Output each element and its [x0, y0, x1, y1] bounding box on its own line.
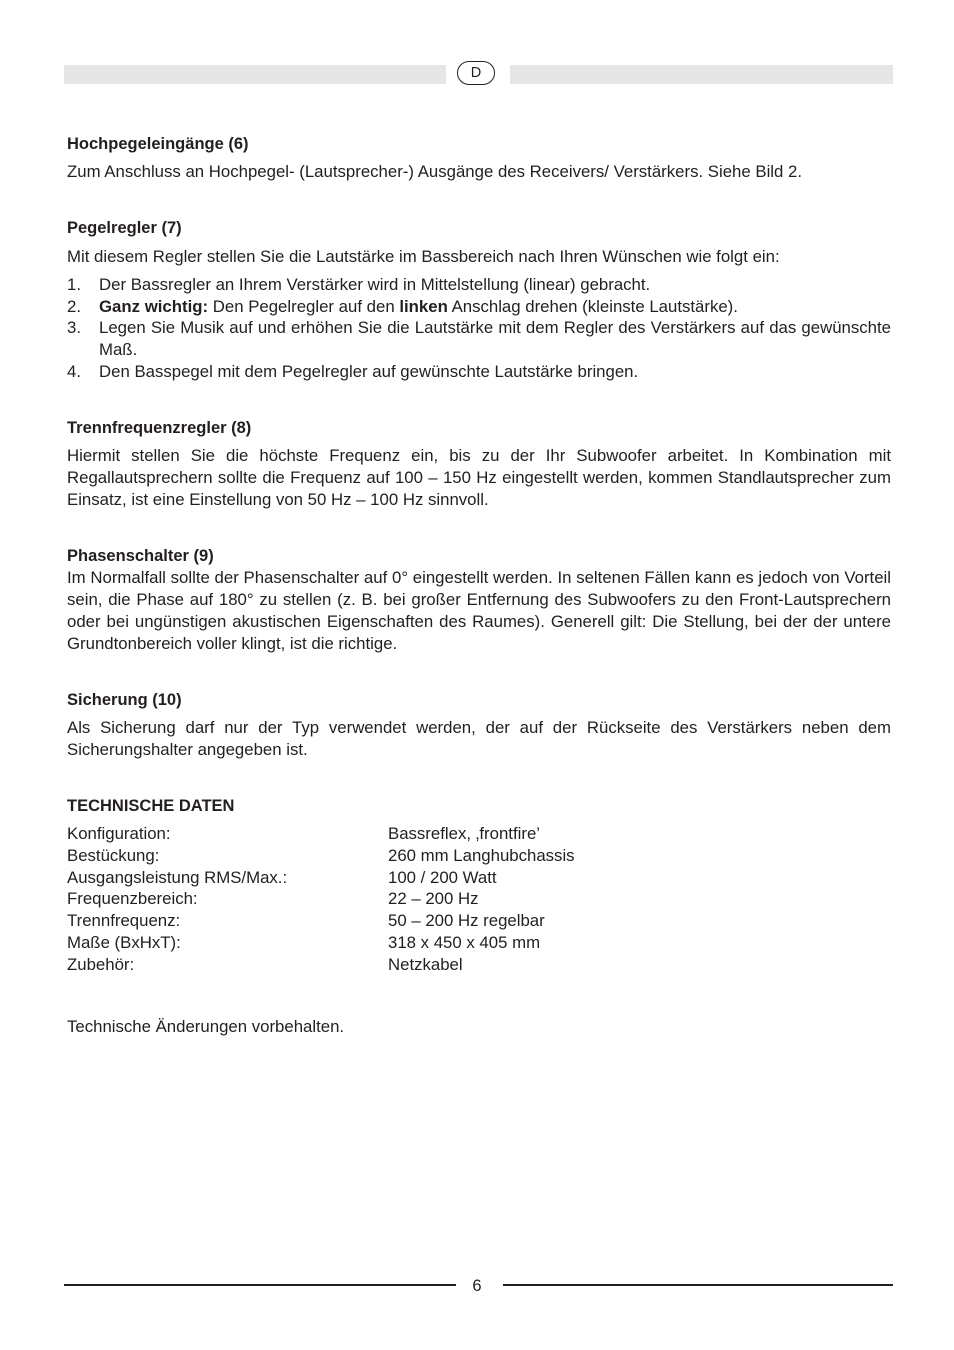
- list-text: Der Bassregler an Ihrem Verstärker wird in Mittelstellung (linear) gebracht.: [99, 275, 651, 294]
- spec-label: Konfiguration:: [67, 824, 171, 843]
- section-text-phasenschalter: Im Normalfall sollte der Phasenschalter auf 0° eingestellt werden. In seltenen Fällen kann es jedoch von Vorteil sein, die Phase auf 180° zu stellen (z. B. bei großer Entfernung des Subwoofers zu den Front-Lautsprechern oder bei ungünstigen akustischen Eigenschaften des Raumes). Generell gilt: Die Stellung, bei der der untere Grundtonbereich voller klingt, ist die richtige.: [67, 568, 891, 653]
- list-text: Legen Sie Musik auf und erhöhen Sie die Lautstärke mit dem Regler des Verstärkers auf das gewünschte Maß.: [99, 318, 891, 359]
- section-heading-sicherung: Sicherung (10): [67, 691, 182, 709]
- section-heading-pegelregler: Pegelregler (7): [67, 219, 182, 237]
- spec-value: 50 – 200 Hz regelbar: [388, 911, 545, 930]
- page-number: 6: [472, 1277, 482, 1295]
- list-text-part: Anschlag drehen (kleinste Lautstärke).: [447, 297, 738, 316]
- section-heading-phasenschalter: Phasenschalter (9): [67, 547, 214, 565]
- spec-label: Maße (BxHxT):: [67, 933, 181, 952]
- language-badge: D: [457, 61, 495, 85]
- section-text-trennfrequenz: Hiermit stellen Sie die höchste Frequenz ein, bis zu der Ihr Subwoofer arbeitet. In Kombination mit Regallautsprechern sollte die Frequenz auf 100 – 150 Hz eingestellt werden, kommen Standlautsprecher zum Einsatz, ist eine Einstellung von 50 Hz – 100 Hz sinnvoll.: [67, 446, 891, 509]
- note-text: Technische Änderungen vorbehalten.: [67, 1017, 345, 1036]
- list-number: 3.: [67, 318, 81, 337]
- header-bar-right: [510, 65, 893, 84]
- list-text: Den Basspegel mit dem Pegelregler auf gewünschte Lautstärke bringen.: [99, 362, 639, 381]
- section-heading-trennfrequenz: Trennfrequenzregler (8): [67, 419, 252, 437]
- list-number: 4.: [67, 362, 81, 381]
- footer-rule-right: [503, 1284, 893, 1286]
- spec-value: 100 / 200 Watt: [388, 868, 497, 887]
- spec-row: [67, 954, 891, 976]
- spec-label: Frequenzbereich:: [67, 889, 198, 908]
- spec-row: [67, 845, 891, 867]
- emphasis-text: Ganz wichtig:: [99, 297, 209, 316]
- spec-label: Bestückung:: [67, 846, 160, 865]
- list-number: 1.: [67, 275, 81, 294]
- section-heading-technische-daten: TECHNISCHE DATEN: [67, 797, 235, 815]
- list-number: 2.: [67, 297, 81, 316]
- spec-label: Trennfrequenz:: [67, 911, 181, 930]
- spec-row: [67, 888, 891, 910]
- spec-row: [67, 910, 891, 932]
- header-bar-left: [64, 65, 446, 84]
- section-heading-hochpegel: Hochpegeleingänge (6): [67, 135, 249, 153]
- spec-label: Ausgangsleistung RMS/Max.:: [67, 868, 288, 887]
- spec-value: Bassreflex, ‚frontfire’: [388, 824, 541, 843]
- spec-row: [67, 932, 891, 954]
- list-text-part: Den Pegelregler auf den: [208, 297, 400, 316]
- spec-label: Zubehör:: [67, 955, 135, 974]
- spec-row: [67, 823, 891, 845]
- spec-value: 318 x 450 x 405 mm: [388, 933, 541, 952]
- section-intro-pegelregler: Mit diesem Regler stellen Sie die Lautstärke im Bassbereich nach Ihren Wünschen wie folgt ein:: [67, 247, 780, 266]
- list-text: [99, 296, 891, 318]
- spec-row: [67, 867, 891, 889]
- footer-rule-left: [64, 1284, 456, 1286]
- section-text-hochpegel: Zum Anschluss an Hochpegel- (Lautsprecher-) Ausgänge des Receivers/ Verstärkers. Siehe Bild 2.: [67, 162, 803, 181]
- emphasis-text: linken: [399, 297, 448, 316]
- spec-value: Netzkabel: [388, 955, 463, 974]
- section-text-sicherung: Als Sicherung darf nur der Typ verwendet werden, der auf der Rückseite des Verstärkers neben dem Sicherungshalter angegeben ist.: [67, 718, 891, 759]
- spec-value: 260 mm Langhubchassis: [388, 846, 575, 865]
- spec-value: 22 – 200 Hz: [388, 889, 479, 908]
